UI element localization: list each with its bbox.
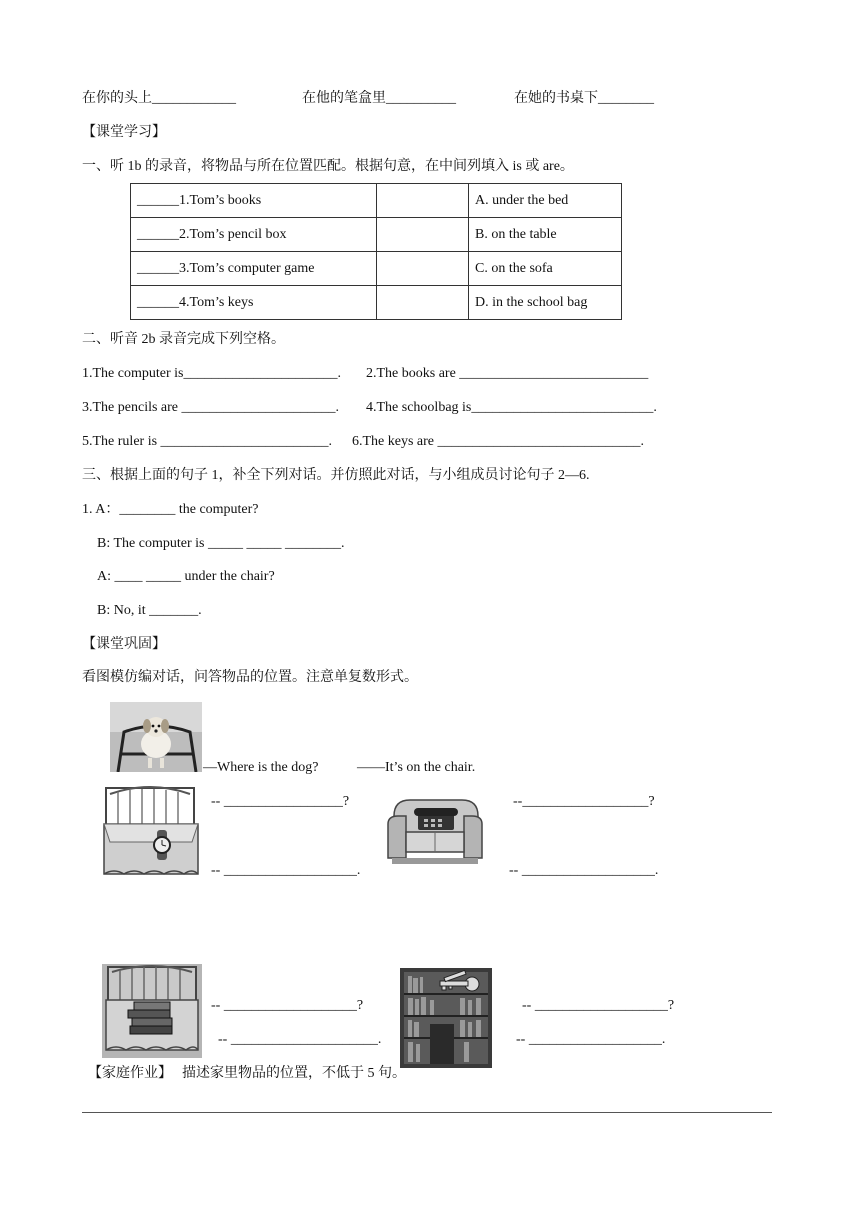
- dog-on-chair-image: [110, 702, 202, 772]
- place-cell: D. in the school bag: [469, 286, 622, 320]
- dialogue-line-3: A: ____ _____ under the chair?: [97, 569, 275, 584]
- table-row: [131, 252, 622, 286]
- intro-phrase-1: 在你的头上____________: [82, 91, 236, 106]
- verb-cell[interactable]: [377, 184, 469, 218]
- consolidation-instruction: 看图模仿编对话，问答物品的位置。注意单复数形式。: [82, 670, 418, 685]
- example-answer: ——It’s on the chair.: [357, 760, 476, 775]
- intro-phrase-2: 在他的笔盒里__________: [302, 91, 456, 106]
- place-cell: B. on the table: [469, 218, 622, 252]
- footer-divider: [82, 1112, 772, 1113]
- item-cell: ______2.Tom’s pencil box: [131, 218, 377, 252]
- dialogue-line-4: B: No, it _______.: [97, 603, 202, 618]
- task2-instruction: 二、听音 2b 录音完成下列空格。: [82, 332, 285, 347]
- place-cell: A. under the bed: [469, 184, 622, 218]
- table-row: [131, 184, 622, 218]
- dialogue-line-2: B: The computer is _____ _____ ________.: [97, 536, 345, 551]
- example-question: —Where is the dog?: [203, 760, 319, 775]
- picture4-question-blank[interactable]: -- ___________________?: [522, 998, 675, 1013]
- table-row: [131, 286, 622, 320]
- task2-sentence-5: 5.The ruler is ________________________.: [82, 434, 333, 449]
- section-heading-consolidation: 【课堂巩固】: [82, 637, 166, 652]
- verb-cell[interactable]: [377, 286, 469, 320]
- task2-sentence-3: 3.The pencils are ______________________.: [82, 400, 340, 415]
- task2-sentence-6: 6.The keys are _____________________________.: [352, 434, 645, 449]
- picture1-question-blank[interactable]: -- _________________?: [211, 794, 350, 809]
- section-heading-class-study: 【课堂学习】: [82, 125, 166, 140]
- task2-sentence-1: 1.The computer is______________________.: [82, 366, 341, 381]
- task2-sentence-4: 4.The schoolbag is__________________________.: [366, 400, 657, 415]
- picture4-answer-blank[interactable]: -- ___________________.: [516, 1032, 666, 1047]
- item-cell: ______1.Tom’s books: [131, 184, 377, 218]
- homework-label: 【家庭作业】: [88, 1066, 172, 1081]
- task3-instruction: 三、根据上面的句子 1，补全下列对话。并仿照此对话，与小组成员讨论句子 2—6.: [82, 468, 590, 483]
- task2-sentence-2: 2.The books are ___________________________: [366, 366, 649, 381]
- picture2-question-blank[interactable]: --__________________?: [513, 794, 655, 809]
- matching-table: [130, 183, 622, 320]
- task1-instruction: 一、听 1b 的录音，将物品与所在位置匹配。根据句意，在中间列填入 is 或 are。: [82, 159, 574, 174]
- phone-on-sofa-image: [384, 794, 486, 866]
- watch-on-bed-image: [102, 786, 200, 882]
- item-cell: ______3.Tom’s computer game: [131, 252, 377, 286]
- dialogue-line-1: 1. A：________ the computer?: [82, 502, 259, 517]
- keys-on-bookcase-image: [400, 968, 492, 1068]
- item-cell: ______4.Tom’s keys: [131, 286, 377, 320]
- intro-phrase-3: 在她的书桌下________: [514, 91, 654, 106]
- picture2-answer-blank[interactable]: -- ___________________.: [509, 863, 659, 878]
- books-on-bed-image: [102, 964, 202, 1058]
- table-row: [131, 218, 622, 252]
- picture1-answer-blank[interactable]: -- ___________________.: [211, 863, 361, 878]
- verb-cell[interactable]: [377, 252, 469, 286]
- homework-text: 描述家里物品的位置，不低于 5 句。: [182, 1066, 406, 1081]
- picture3-answer-blank[interactable]: -- _____________________.: [218, 1032, 382, 1047]
- picture3-question-blank[interactable]: -- ___________________?: [211, 998, 364, 1013]
- verb-cell[interactable]: [377, 218, 469, 252]
- place-cell: C. on the sofa: [469, 252, 622, 286]
